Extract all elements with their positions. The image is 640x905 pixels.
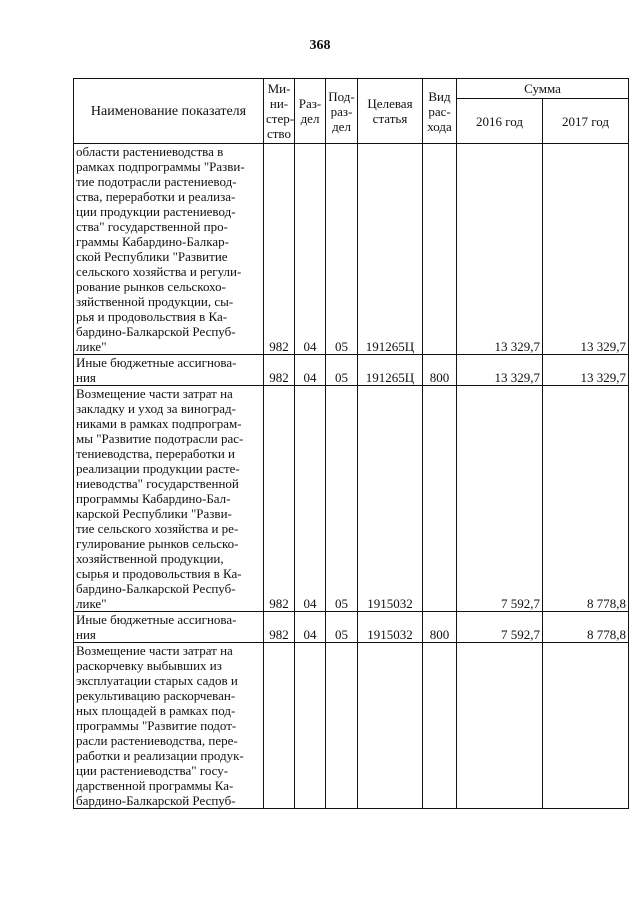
row-name-line: рья и продовольствия в Ка- (76, 309, 228, 324)
row-expense-type: 800 (423, 612, 457, 643)
row-name-line: Иные бюджетные ассигнова- (76, 355, 237, 370)
table-row (74, 643, 629, 809)
row-name-line: тие подотрасли растениевод- (76, 174, 237, 189)
row-target (358, 643, 423, 809)
row-section: 04 (295, 355, 326, 386)
row-name-line: сельского хозяйства и регули- (76, 264, 242, 279)
row-name-line: области растениеводства в (76, 144, 224, 159)
row-sum-2017: 8 778,8 (543, 386, 629, 612)
row-name-line: хозяйственной продукции, (76, 551, 224, 566)
row-name-line: лике" (76, 596, 107, 611)
row-name-line: рамках подпрограммы "Разви- (76, 159, 245, 174)
row-name-line: программы Кабардино-Бал- (76, 491, 231, 506)
row-name-line: работки и реализации продук- (76, 748, 244, 763)
row-section: 04 (295, 386, 326, 612)
row-name-line: закладку и уход за виноград- (76, 401, 236, 416)
row-expense-type (423, 643, 457, 809)
row-subsection: 05 (326, 612, 358, 643)
row-name-line: ных площадей в рамках под- (76, 703, 236, 718)
row-sum-2017: 13 329,7 (543, 355, 629, 386)
header-expense-type: Вид рас- хода (423, 79, 457, 144)
row-subsection: 05 (326, 355, 358, 386)
row-name-line: программы "Развитие подот- (76, 718, 237, 733)
row-name-line: бардино-Балкарской Респуб- (76, 581, 236, 596)
row-name-line: ции растениеводства" госу- (76, 763, 229, 778)
row-name (74, 643, 264, 809)
row-name (74, 386, 264, 612)
row-name-line: ния (76, 627, 96, 642)
header-name: Наименование показателя (74, 79, 264, 144)
row-name (74, 355, 264, 386)
page-number: 368 (309, 38, 331, 53)
row-section: 04 (295, 612, 326, 643)
row-sum-2016: 13 329,7 (457, 144, 543, 355)
row-target: 191265Ц (358, 144, 423, 355)
row-ministry (264, 643, 295, 809)
row-name-line: гулирование рынков сельско- (76, 536, 239, 551)
row-name-line: карской Республики "Разви- (76, 506, 232, 521)
row-name-line: тие сельского хозяйства и ре- (76, 521, 239, 536)
budget-table (73, 78, 629, 809)
row-name-line: ния (76, 370, 96, 385)
row-ministry: 982 (264, 355, 295, 386)
row-name-line: никами в рамках подпрограм- (76, 416, 242, 431)
row-section: 04 (295, 144, 326, 355)
table-row (74, 144, 629, 355)
row-sum-2017: 8 778,8 (543, 612, 629, 643)
row-name-line: ниеводства" государственной (76, 476, 239, 491)
row-expense-type (423, 386, 457, 612)
row-name-line: бардино-Балкарской Респуб- (76, 793, 236, 808)
row-name-line: эксплуатации старых садов и (76, 673, 238, 688)
row-sum-2016: 13 329,7 (457, 355, 543, 386)
row-sum-2016: 7 592,7 (457, 612, 543, 643)
table-row (74, 355, 629, 386)
row-name-line: зяйственной продукции, сы- (76, 294, 234, 309)
row-name-line: ской Республики "Развитие (76, 249, 228, 264)
row-target: 1915032 (358, 612, 423, 643)
row-ministry: 982 (264, 612, 295, 643)
header-ministry: Ми- ни- стер- ство (264, 79, 295, 144)
header-year-2017: 2017 год (543, 99, 629, 144)
row-name-line: ства, переработки и реализа- (76, 189, 236, 204)
row-name-line: Иные бюджетные ассигнова- (76, 612, 237, 627)
row-sum-2016 (457, 643, 543, 809)
row-name-line: ции продукции растениевод- (76, 204, 236, 219)
row-name-line: мы "Развитие подотрасли рас- (76, 431, 244, 446)
row-name-line: рекультивацию раскорчеван- (76, 688, 236, 703)
row-ministry: 982 (264, 144, 295, 355)
row-expense-type: 800 (423, 355, 457, 386)
row-target: 1915032 (358, 386, 423, 612)
row-name-line: сырья и продовольствия в Ка- (76, 566, 242, 581)
row-sum-2016: 7 592,7 (457, 386, 543, 612)
row-name-line: расли растениеводства, пере- (76, 733, 238, 748)
row-expense-type (423, 144, 457, 355)
row-name-line: бардино-Балкарской Респуб- (76, 324, 236, 339)
header-subsection: Под- раз- дел (326, 79, 358, 144)
row-name-line: раскорчевку выбывших из (76, 658, 222, 673)
row-target: 191265Ц (358, 355, 423, 386)
header-year-2016: 2016 год (457, 99, 543, 144)
row-name (74, 144, 264, 355)
row-name-line: граммы Кабардино-Балкар- (76, 234, 229, 249)
table-row (74, 612, 629, 643)
row-name-line: Возмещение части затрат на (76, 386, 233, 401)
row-subsection (326, 643, 358, 809)
row-name-line: лике" (76, 339, 107, 354)
row-sum-2017: 13 329,7 (543, 144, 629, 355)
row-section (295, 643, 326, 809)
row-subsection: 05 (326, 144, 358, 355)
row-name-line: ства" государственной про- (76, 219, 228, 234)
row-name-line: тениеводства, переработки и (76, 446, 235, 461)
header-sum: Сумма (457, 79, 629, 99)
header-target: Целевая статья (358, 79, 423, 144)
header-section: Раз- дел (295, 79, 326, 144)
row-name-line: Возмещение части затрат на (76, 643, 233, 658)
row-name-line: реализации продукции расте- (76, 461, 240, 476)
row-subsection: 05 (326, 386, 358, 612)
row-sum-2017 (543, 643, 629, 809)
table-row (74, 386, 629, 612)
row-name (74, 612, 264, 643)
table-body (74, 144, 629, 809)
row-ministry: 982 (264, 386, 295, 612)
row-name-line: рование рынков сельскохо- (76, 279, 226, 294)
row-name-line: дарственной программы Ка- (76, 778, 234, 793)
